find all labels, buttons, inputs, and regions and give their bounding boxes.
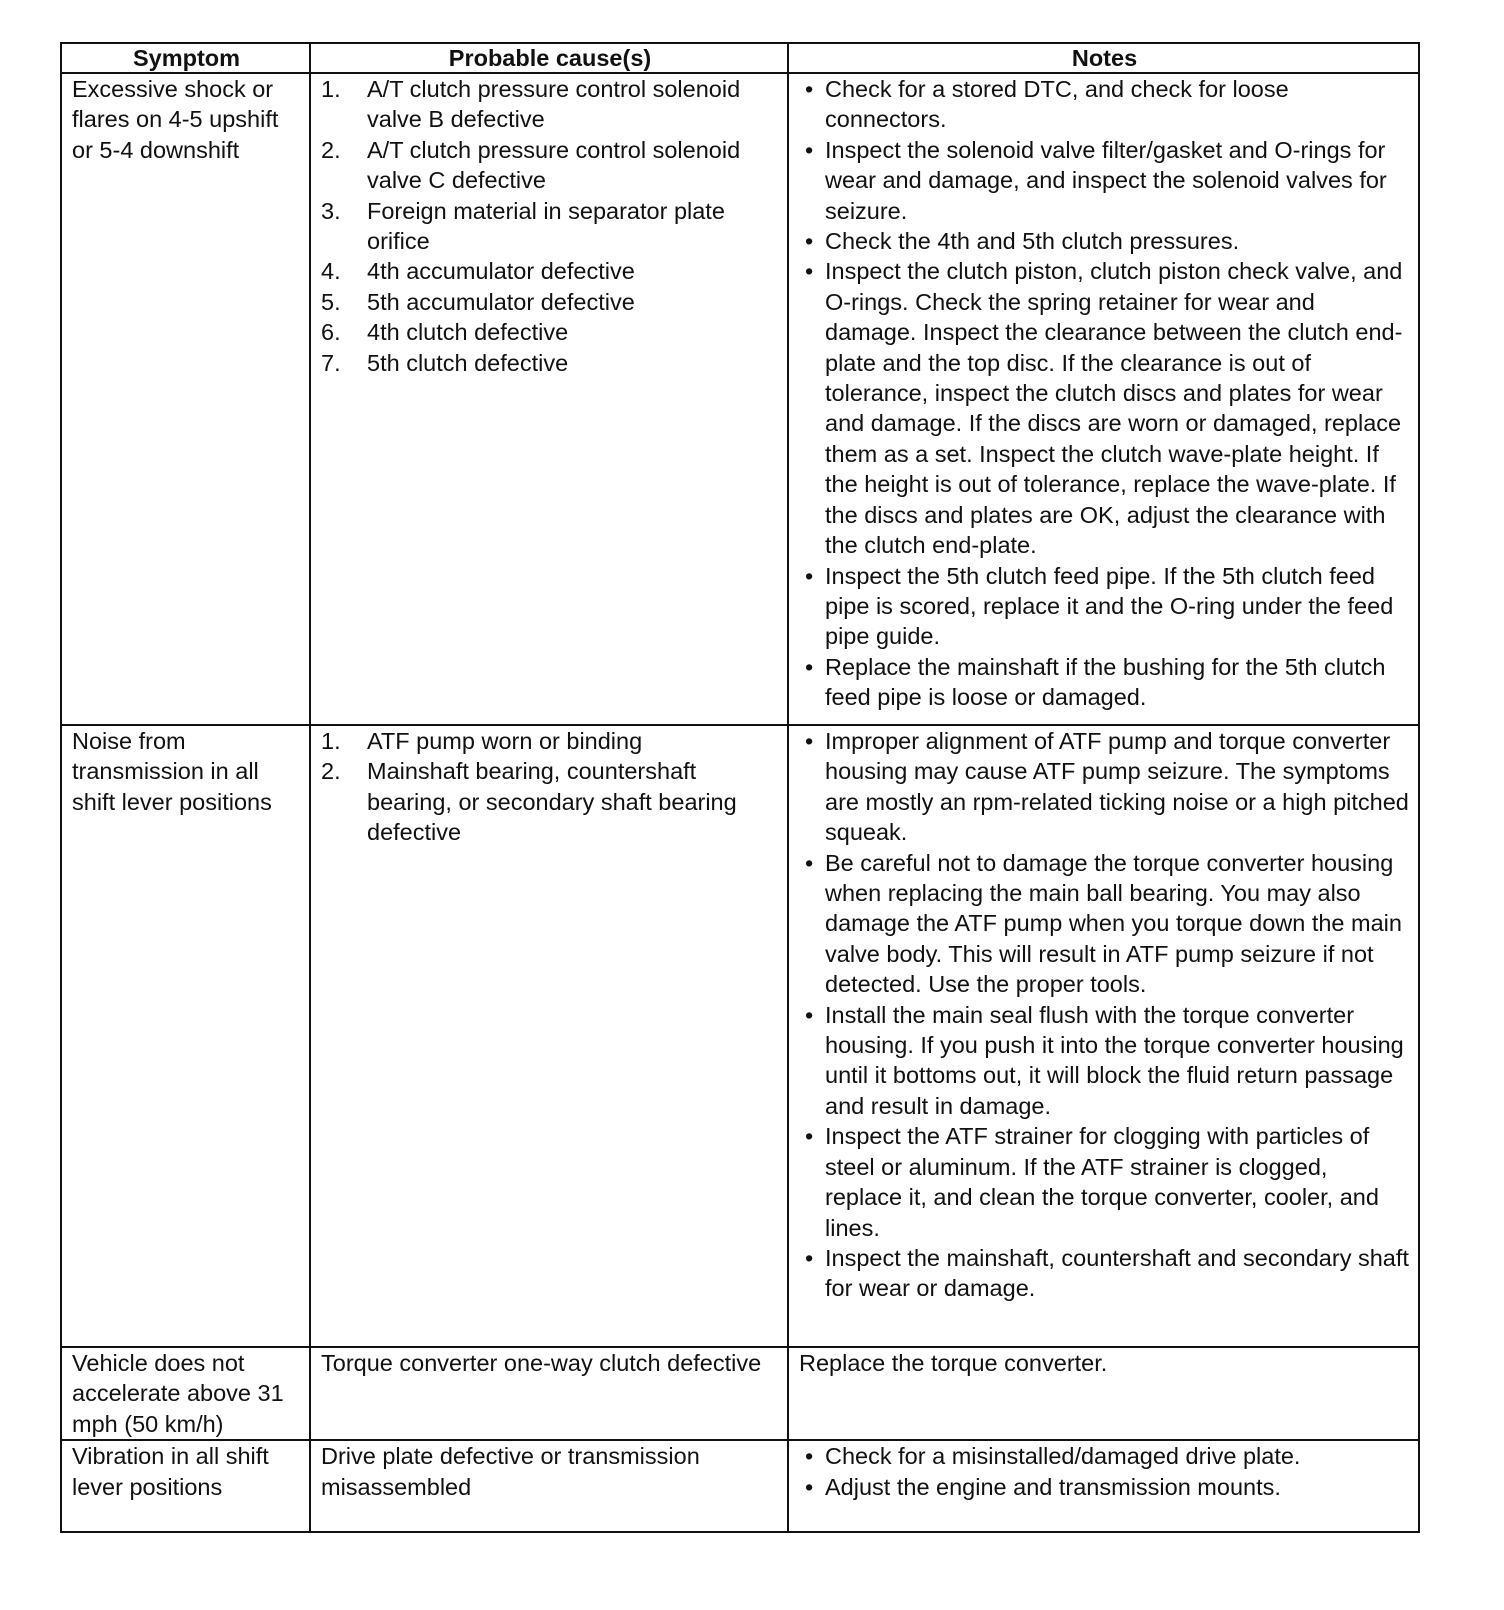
bullet-icon: • — [805, 1473, 814, 1500]
bullet-icon: • — [805, 1001, 814, 1028]
notes-list — [799, 74, 1410, 713]
symptom-cell: Excessive shock or flares on 4-5 upshift or 5-4 downshift — [61, 73, 310, 725]
cause-number: 4. — [321, 258, 341, 285]
notes-cell — [788, 73, 1419, 725]
bullet-icon: • — [805, 1123, 814, 1150]
table-row — [61, 1440, 1419, 1532]
note-item — [799, 652, 1410, 713]
symptom-cell: Vibration in all shift lever positions — [61, 1440, 310, 1532]
cause-text: 5th accumulator defective — [367, 288, 635, 315]
cause-text: A/T clutch pressure control solenoid valve B defective — [367, 76, 741, 133]
cause-number: 3. — [321, 197, 341, 224]
header-row — [61, 43, 1419, 73]
causes-cell — [310, 73, 788, 725]
header-probable-causes: Probable cause(s) — [310, 43, 788, 73]
cause-text: 4th clutch defective — [367, 319, 569, 346]
causes-cell: Drive plate defective or transmission misassembled — [310, 1440, 788, 1532]
cause-text: ATF pump worn or binding — [367, 728, 643, 754]
cause-number: 7. — [321, 349, 341, 376]
bullet-icon: • — [805, 728, 814, 754]
note-text: Check for a misinstalled/damaged drive plate. — [825, 1443, 1301, 1470]
note-text: Check for a stored DTC, and check for loose connectors. — [825, 76, 1289, 133]
bullet-icon: • — [805, 653, 814, 680]
table-row — [61, 725, 1419, 1347]
cause-item — [321, 256, 779, 286]
causes-cell: Torque converter one-way clutch defective — [310, 1347, 788, 1440]
note-text: Inspect the solenoid valve filter/gasket and O-rings for wear and damage, and inspect the solenoid valves for seizure. — [825, 136, 1387, 224]
cause-item — [321, 317, 779, 347]
header-symptom: Symptom — [61, 43, 310, 73]
note-text: Inspect the mainshaft, countershaft and secondary shaft for wear or damage. — [825, 1244, 1409, 1302]
table-row — [61, 73, 1419, 725]
notes-list — [799, 1441, 1410, 1502]
cause-number: 1. — [321, 76, 341, 102]
cause-item — [321, 74, 779, 135]
note-item — [799, 1121, 1410, 1243]
note-text: Inspect the ATF strainer for clogging with particles of steel or aluminum. If the ATF strainer is clogged, replace it, and clean the torque converter, cooler, and lines. — [825, 1123, 1379, 1241]
note-item — [799, 1472, 1410, 1502]
notes-cell — [788, 1440, 1419, 1532]
causes-list — [321, 74, 779, 378]
bullet-icon: • — [805, 1443, 814, 1470]
bullet-icon: • — [805, 849, 814, 876]
cause-text: A/T clutch pressure control solenoid valve C defective — [367, 136, 741, 194]
notes-list — [799, 726, 1410, 1304]
bullet-icon: • — [805, 228, 814, 255]
bullet-icon: • — [805, 1244, 814, 1271]
cause-number: 1. — [321, 728, 341, 754]
note-text: Be careful not to damage the torque converter housing when replacing the main ball bearing. You may also damage the ATF pump when you torque down the main valve body. This will result in ATF pump seizure if not detected. Use the proper tools. — [825, 849, 1402, 998]
cause-item — [321, 135, 779, 196]
note-item — [799, 135, 1410, 226]
cause-item — [321, 287, 779, 317]
note-item — [799, 74, 1410, 135]
cause-text: 5th clutch defective — [367, 349, 569, 376]
symptom-cell: Noise from transmission in all shift lever positions — [61, 725, 310, 1347]
cause-number: 6. — [321, 319, 341, 346]
cause-number: 2. — [321, 136, 341, 163]
notes-cell — [788, 725, 1419, 1347]
bullet-icon: • — [805, 136, 814, 163]
note-item — [799, 561, 1410, 652]
note-item — [799, 256, 1410, 560]
note-text: Replace the mainshaft if the bushing for the 5th clutch feed pipe is loose or damaged. — [825, 653, 1386, 711]
note-text: Install the main seal flush with the torque converter housing. If you push it into the torque converter housing until it bottoms out, it will block the fluid return passage and result in damage. — [825, 1001, 1404, 1119]
cause-number: 2. — [321, 758, 341, 785]
header-notes: Notes — [788, 43, 1419, 73]
cause-item — [321, 726, 779, 756]
causes-cell — [310, 725, 788, 1347]
cause-item — [321, 196, 779, 257]
note-item — [799, 1243, 1410, 1304]
bullet-icon: • — [805, 76, 814, 102]
note-item — [799, 1441, 1410, 1471]
note-text: Inspect the clutch piston, clutch piston check valve, and O-rings. Check the spring retainer for wear and damage. Inspect the clearance between the clutch end-plate and the top disc. If the clearance is out of tolerance, inspect the clutch discs and plates for wear and damage. If the discs are worn or damaged, replace them as a set. Inspect the clutch wave-plate height. If the height is out of tolerance, replace the wave-plate. If the discs and plates are OK, adjust the clearance with the clutch end-plate. — [825, 258, 1403, 559]
cause-text: Mainshaft bearing, countershaft bearing, or secondary shaft bearing defective — [367, 758, 737, 846]
cause-text: Foreign material in separator plate orifice — [367, 197, 725, 255]
cause-item — [321, 756, 779, 847]
bullet-icon: • — [805, 562, 814, 589]
note-item — [799, 226, 1410, 256]
cause-text: 4th accumulator defective — [367, 258, 635, 285]
table-row — [61, 1347, 1419, 1440]
note-item — [799, 848, 1410, 1000]
note-text: Adjust the engine and transmission mounts. — [825, 1473, 1281, 1500]
bullet-icon: • — [805, 258, 814, 285]
note-item — [799, 1000, 1410, 1122]
notes-cell: Replace the torque converter. — [788, 1347, 1419, 1440]
note-text: Check the 4th and 5th clutch pressures. — [825, 228, 1240, 255]
note-text: Improper alignment of ATF pump and torque converter housing may cause ATF pump seizure. The symptoms are mostly an rpm-related ticking noise or a high pitched squeak. — [825, 728, 1409, 846]
causes-list — [321, 726, 779, 848]
troubleshooting-table — [60, 42, 1420, 1533]
note-text: Inspect the 5th clutch feed pipe. If the 5th clutch feed pipe is scored, replace it and the O-ring under the feed pipe guide. — [825, 562, 1394, 650]
cause-number: 5. — [321, 288, 341, 315]
cause-item — [321, 348, 779, 378]
symptom-cell: Vehicle does not accelerate above 31 mph (50 km/h) — [61, 1347, 310, 1440]
note-item — [799, 726, 1410, 848]
